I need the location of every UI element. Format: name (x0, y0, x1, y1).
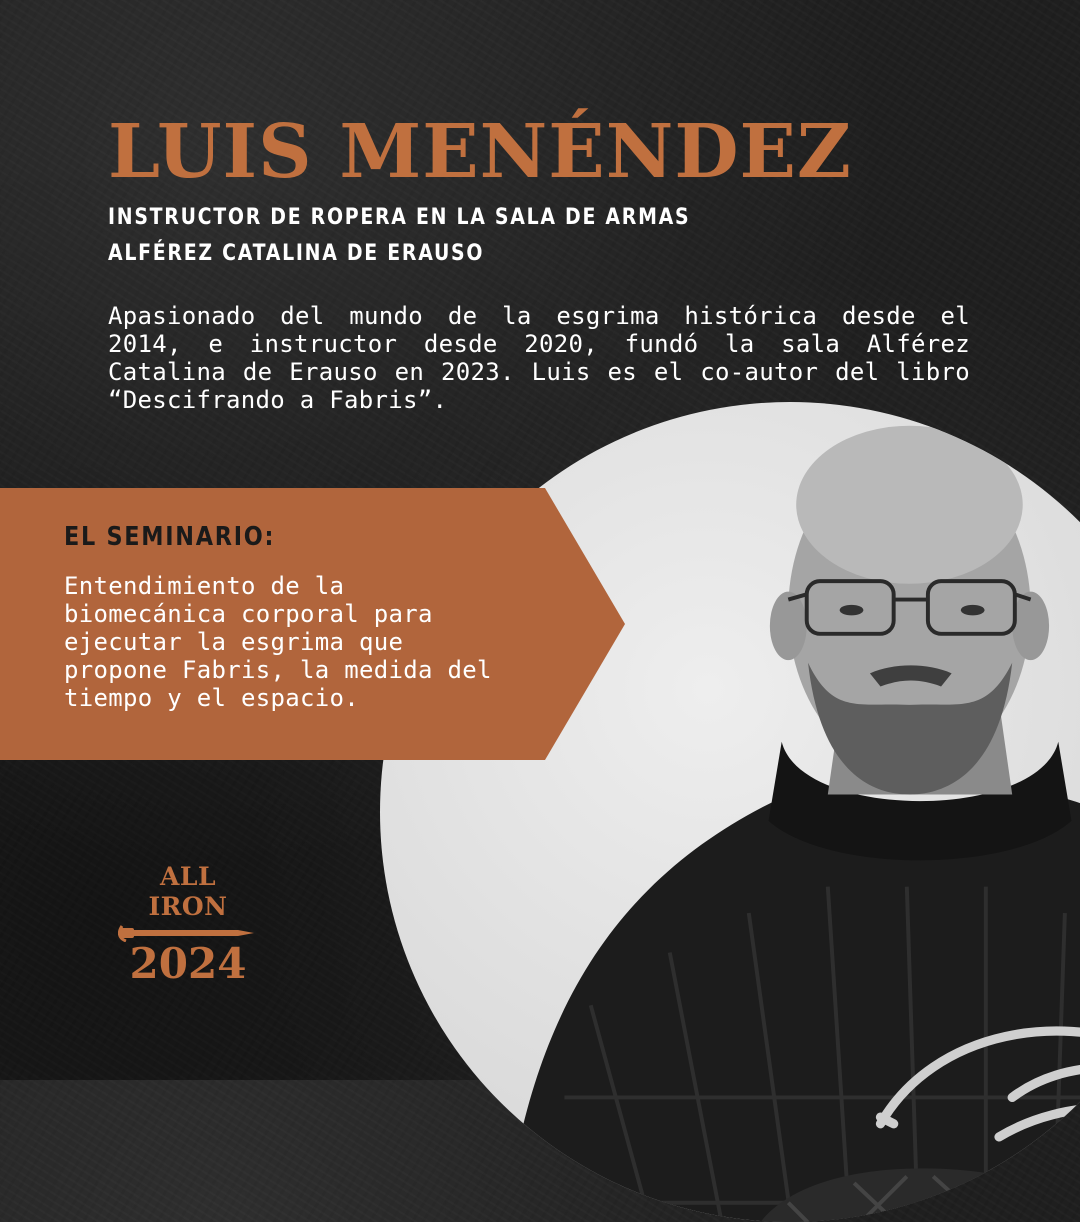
seminar-title: EL SEMINARIO: (64, 522, 276, 552)
all-iron-logo (118, 862, 258, 988)
instructor-role: INSTRUCTOR DE ROPERA EN LA SALA DE ARMAS ALFÉREZ CATALINA DE ERAUSO (108, 205, 691, 266)
logo-text: ALL IRON (148, 862, 228, 921)
instructor-bio: Apasionado del mundo de la esgrima histórica desde el 2014, e instructor desde 2020, fundó la sala Alférez Catalina de Erauso en 2023. Luis es el co-autor del libro “Descifrando a Fabris”. (108, 302, 970, 414)
instructor-name: LUIS MENÉNDEZ (108, 109, 852, 195)
seminar-description: Entendimiento de la biomecánica corporal para ejecutar la esgrima que propone Fabris, la medida del tiempo y el espacio. (64, 572, 492, 712)
logo-year: 2024 (129, 939, 247, 988)
